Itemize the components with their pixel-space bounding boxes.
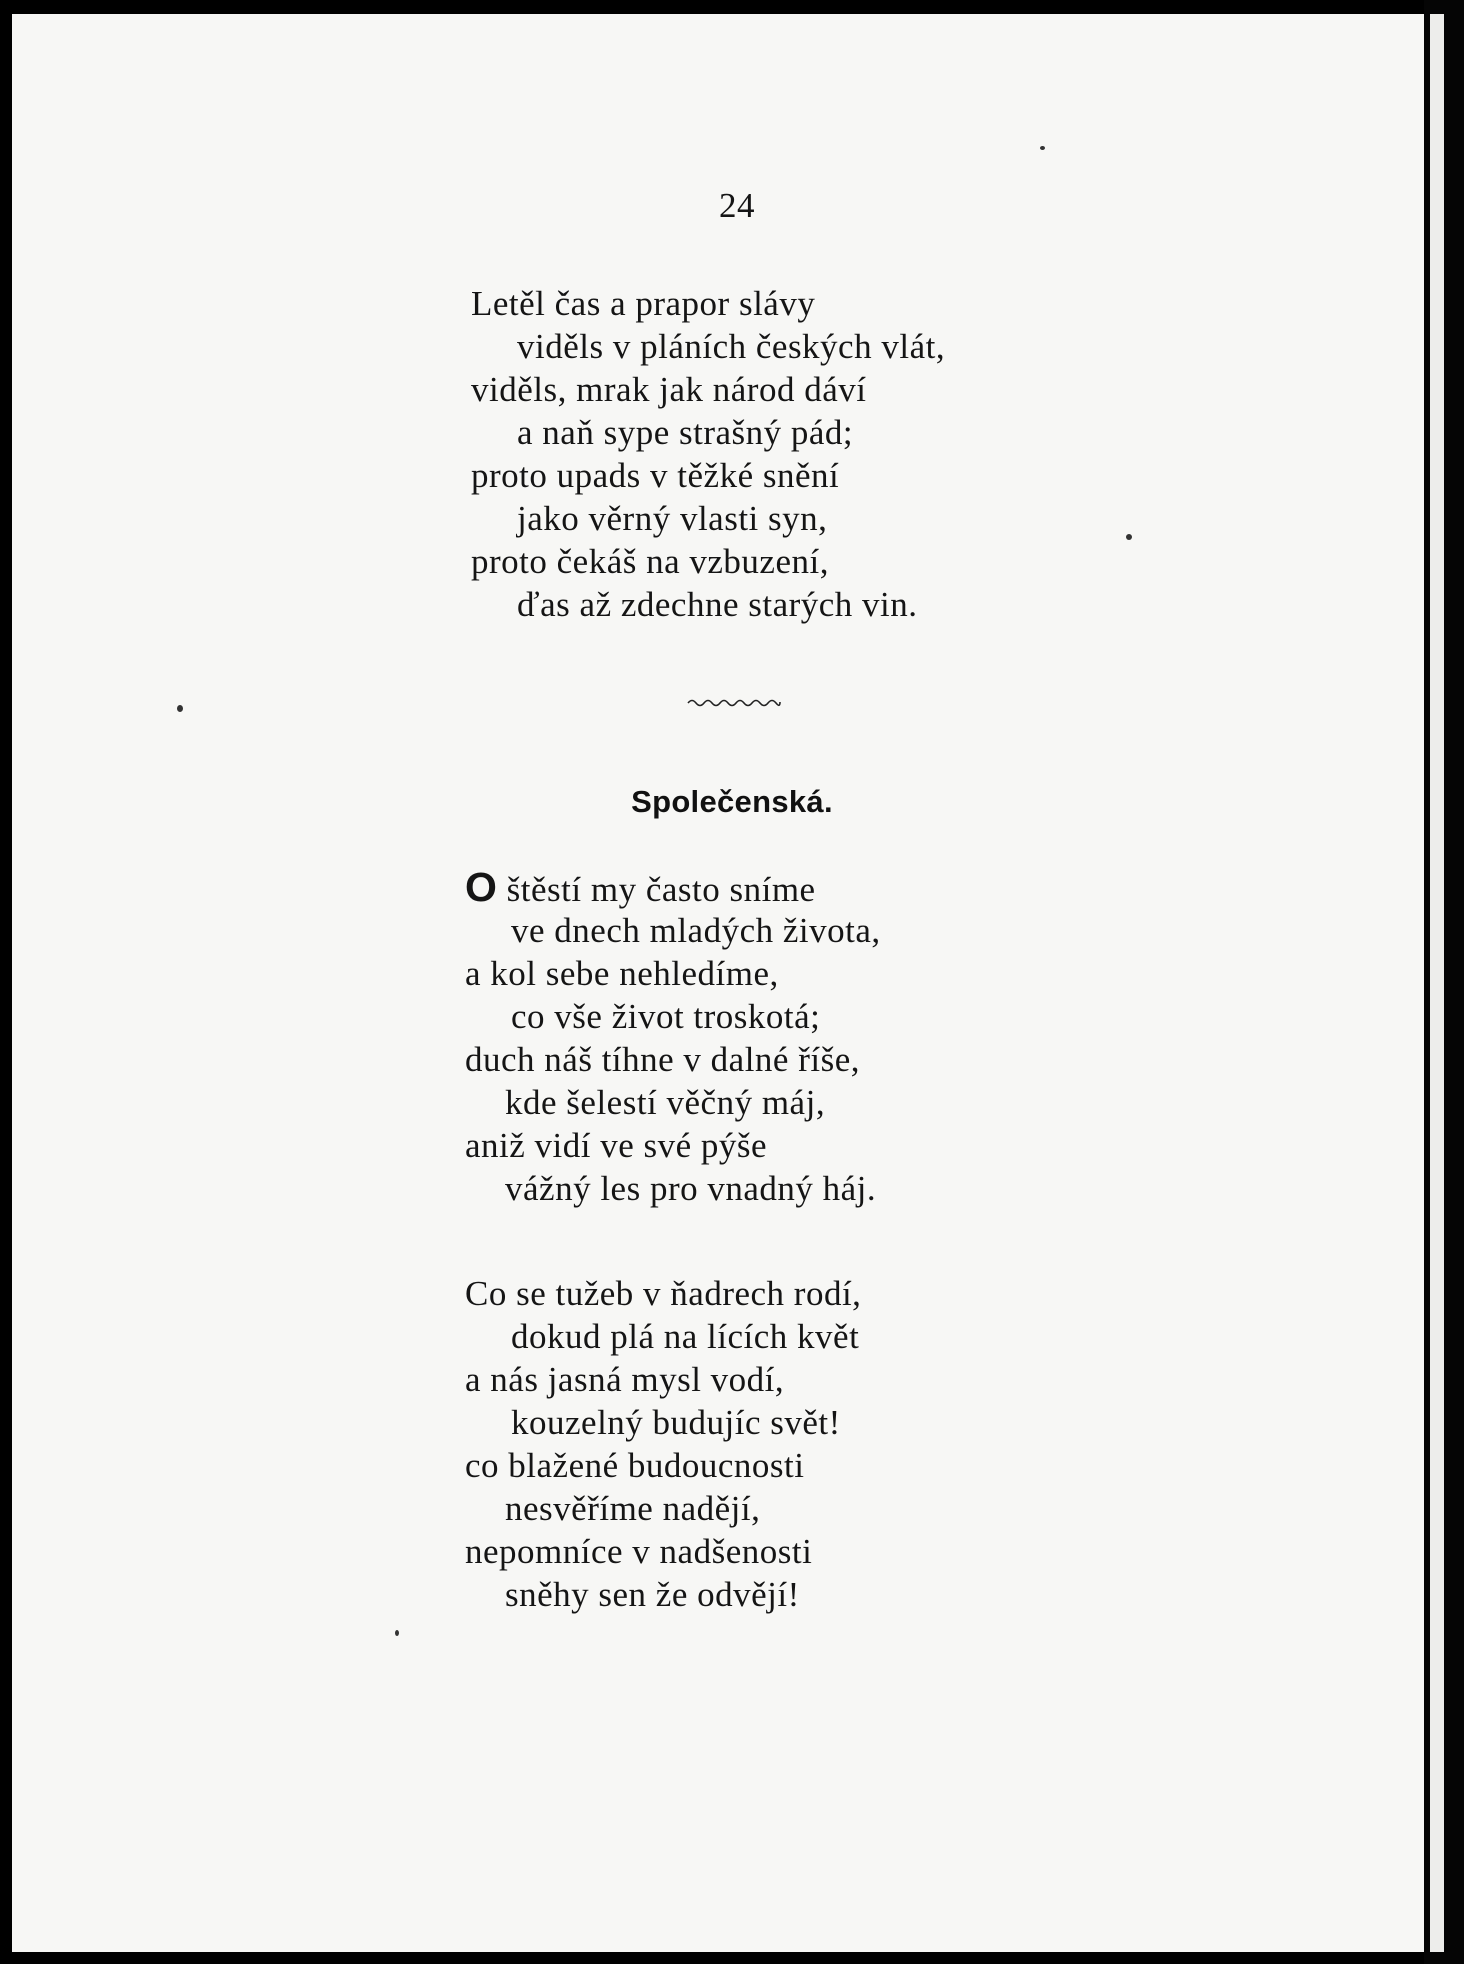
poem-1-line: proto upads v těžké snění <box>471 456 840 495</box>
scan-edge-strip <box>1430 14 1444 1952</box>
poem-2-line: vážný les pro vnadný háj. <box>505 1169 877 1208</box>
poem-2-line: a kol sebe nehledíme, <box>465 954 779 993</box>
poem-2-line: co blažené budoucnosti <box>465 1446 805 1485</box>
poem-2-line: nesvěříme nadějí, <box>505 1489 761 1528</box>
poem-1-line: viděls v pláních českých vlát, <box>517 327 946 366</box>
poem-1-line: Letěl čas a prapor slávy <box>471 284 816 323</box>
poem-1-line: jako věrný vlasti syn, <box>517 499 828 538</box>
poem-2-line: štěstí my často sníme <box>506 870 816 909</box>
drop-initial: O <box>465 864 498 910</box>
poem-1-line: proto čekáš na vzbuzení, <box>471 542 829 581</box>
scan-speck <box>1126 534 1132 540</box>
poem-2-line: kouzelný budujíc svět! <box>511 1403 841 1442</box>
poem-2-line: a nás jasná mysl vodí, <box>465 1360 785 1399</box>
poem-1-line: viděls, mrak jak národ dáví <box>471 370 867 409</box>
ornament-divider <box>686 695 782 709</box>
page-number: 24 <box>719 186 755 225</box>
poem-1-line: ďas až zdechne starých vin. <box>517 585 918 624</box>
scan-speck <box>177 705 183 712</box>
poem-2-stanza-1 <box>465 866 881 1210</box>
poem-2-line: nepomníce v nadšenosti <box>465 1532 813 1571</box>
poem-2-title: Společenská. <box>631 784 833 819</box>
poem-2-line: dokud plá na lících květ <box>511 1317 860 1356</box>
poem-2-line: duch náš tíhne v dalné říše, <box>465 1040 861 1079</box>
poem-2-line: co vše život troskotá; <box>511 997 821 1036</box>
scan-speck <box>395 1630 399 1636</box>
poem-2-line: Co se tužeb v ňadrech rodí, <box>465 1274 862 1313</box>
poem-2-line: kde šelestí věčný máj, <box>505 1083 826 1122</box>
poem-2-line: sněhy sen že odvějí! <box>505 1575 800 1614</box>
poem-2-line: aniž vidí ve své pýše <box>465 1126 768 1165</box>
poem-1 <box>471 282 945 626</box>
scan-speck <box>1040 146 1045 150</box>
poem-2-line: ve dnech mladých života, <box>511 911 881 950</box>
poem-2-stanza-2 <box>465 1272 861 1616</box>
poem-1-line: a naň sype strašný pád; <box>517 413 854 452</box>
